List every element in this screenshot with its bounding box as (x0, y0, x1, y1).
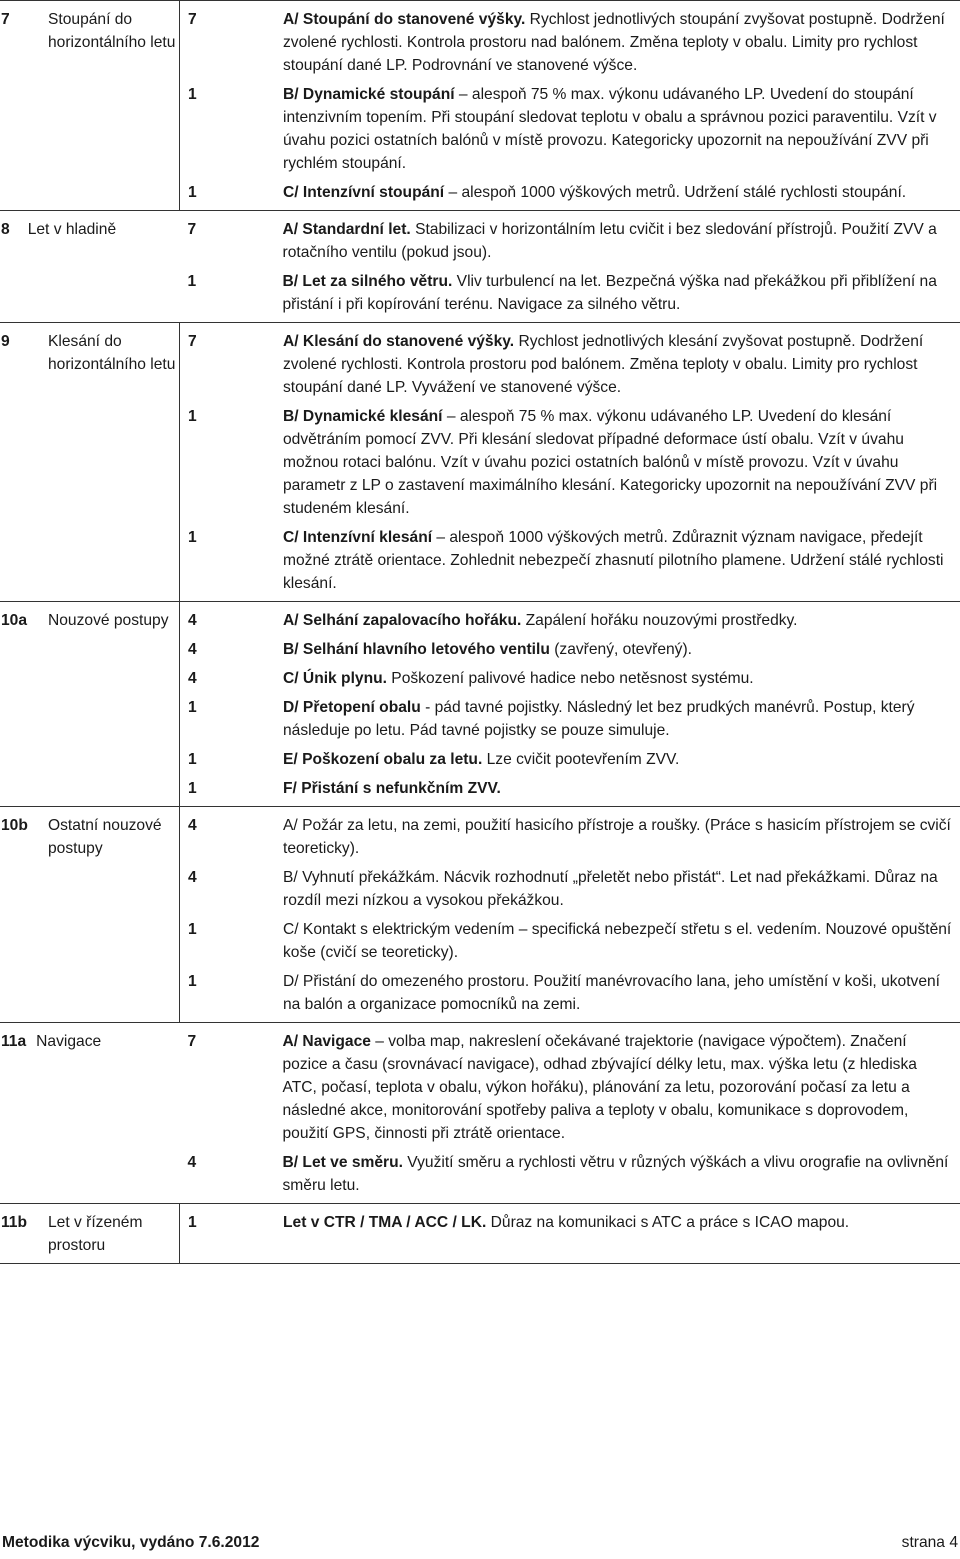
exercise-item (180, 83, 960, 181)
exercise-label: A/ Klesání do stanovené výšky. (283, 333, 515, 350)
lesson-title: Let v řízeném prostoru (48, 1204, 180, 1264)
exercise-label: B/ Selhání hlavního letového ventilu (283, 641, 550, 658)
exercise-text: D/ Přistání do omezeného prostoru. Použití manévrovacího lana, jeho umístění v koši, ukotvení na balón a organizace pomocníků na zemi. (283, 973, 941, 1013)
exercise-text: C/ Kontakt s elektrickým vedením – specifická nebezpečí střetu s el. vedením. Nouzové opuštění koše (cvičí se teoreticky). (283, 921, 952, 961)
exercise-description (283, 526, 960, 595)
exercise-item (180, 866, 960, 918)
table-row (0, 1204, 960, 1264)
page-footer (0, 1532, 960, 1554)
exercise-item (180, 748, 960, 777)
exercise-description (283, 667, 960, 690)
exercise-label: D/ Přetopení obalu (283, 699, 421, 716)
exercise-label: Let v CTR / TMA / ACC / LK. (283, 1214, 487, 1231)
exercise-count: 1 (188, 529, 197, 546)
exercise-description (283, 1030, 960, 1145)
exercise-description (283, 918, 960, 964)
exercise-description (283, 330, 960, 399)
exercise-label: C/ Intenzívní stoupání (283, 184, 445, 201)
lesson-content (180, 1023, 960, 1204)
exercise-description (283, 748, 960, 771)
exercise-count: 7 (188, 333, 197, 350)
exercise-text: – alespoň 75 % max. výkonu udávaného LP. Uvedení do stoupání intenzivním topením. Při stoupání sledovat teplotu v obalu a správnou pozici paraventilu. Vzít v úvahu pozici ostatních balónů v místě provozu. Kategoricky upozornit na nepoužívání ZVV při rychlém stoupání. (283, 86, 937, 172)
lesson-number: 8 (1, 221, 10, 238)
exercise-description (283, 814, 960, 860)
exercise-count: 1 (188, 1214, 197, 1231)
lesson-title: Klesání do horizontálního letu (48, 323, 180, 602)
table-row (0, 1, 960, 211)
exercise-label: B/ Let za silného větru. (282, 273, 453, 290)
exercise-description (283, 405, 960, 520)
exercise-item (180, 814, 960, 866)
exercise-description (283, 777, 960, 800)
exercise-label: A/ Selhání zapalovacího hořáku. (283, 612, 522, 629)
exercise-text: Lze cvičit pootevřením ZVV. (482, 751, 680, 768)
exercise-count: 4 (188, 670, 197, 687)
exercise-item (180, 330, 960, 405)
exercise-item (180, 696, 960, 748)
exercise-item (180, 1151, 960, 1197)
exercise-item (180, 777, 960, 800)
lesson-number: 11a (1, 1033, 27, 1050)
exercise-label: E/ Poškození obalu za letu. (283, 751, 483, 768)
table-row (0, 602, 960, 807)
lesson-number: 7 (0, 1, 48, 211)
exercise-item (180, 405, 960, 526)
exercise-label: B/ Dynamické stoupání (283, 86, 455, 103)
lesson-content (180, 211, 960, 323)
exercise-label: B/ Let ve směru. (282, 1154, 403, 1171)
exercise-description (283, 270, 960, 316)
exercise-item (180, 638, 960, 667)
lesson-title: Nouzové postupy (48, 602, 180, 807)
footer-page-number: strana 4 (901, 1534, 958, 1551)
lesson-heading-cell (0, 211, 180, 323)
exercise-count: 1 (188, 973, 197, 990)
lesson-title: Stoupání do horizontálního letu (48, 1, 180, 211)
exercise-count: 4 (187, 1154, 197, 1171)
exercise-label: B/ Dynamické klesání (283, 408, 443, 425)
exercise-description (283, 83, 960, 175)
exercise-item (180, 970, 960, 1016)
lesson-number: 10a (0, 602, 48, 807)
lesson-content (180, 323, 960, 602)
exercise-label: C/ Únik plynu. (283, 670, 387, 687)
exercise-description (283, 638, 960, 661)
exercise-text: Rychlost jednotlivých stoupání zvyšovat postupně. Dodržení zvolené rychlosti. Kontrola prostoru nad balónem. Změna teploty v obalu. Limity pro rychlost stoupání dané LP. Podrovnání ve stanovené výšce. (283, 11, 945, 74)
lesson-heading-cell (0, 1023, 180, 1204)
exercise-count: 4 (188, 612, 197, 629)
exercise-text: - pád tavné pojistky. Následný let bez prudkých manévrů. Postup, který následuje po letu. Pád tavné pojistky se pouze simuluje. (283, 699, 915, 739)
exercise-text: – alespoň 1000 výškových metrů. Udržení stálé rychlosti stoupání. (444, 184, 907, 201)
exercise-count: 1 (188, 86, 197, 103)
exercise-count: 1 (187, 273, 197, 290)
exercise-text: (zavřený, otevřený). (549, 641, 693, 658)
exercise-count: 1 (188, 751, 197, 768)
exercise-item (180, 918, 960, 970)
exercise-text: – volba map, nakreslení očekávané trajektorie (navigace výpočtem). Značení pozice a času (srovnávací navigace), odhad zbývající délky letu, max. výška letu (z hlediska ATC, počasí, teplota v obalu, výkon hořáku), plánování za letu, pozorování počasí za letu a následné akce, monitorování spotřeby paliva a teploty v obalu, komunikace s doprovodem, použití GPS, činnosti při ztrátě orientace. (282, 1033, 917, 1142)
lesson-content (180, 1, 960, 211)
exercise-count: 1 (188, 408, 197, 425)
exercise-item (180, 609, 960, 638)
exercise-text: Zapálení hořáku nouzovými prostředky. (521, 612, 798, 629)
exercise-description (283, 181, 960, 204)
exercise-count: 1 (188, 184, 197, 201)
exercise-text: Stabilizaci v horizontálním letu cvičit i bez sledování přístrojů. Použití ZVV a rotačního ventilu (pokud jsou). (282, 221, 937, 261)
exercise-text: Poškození palivové hadice nebo netěsnost systému. (386, 670, 754, 687)
table-row (0, 323, 960, 602)
exercise-description (283, 696, 960, 742)
exercise-text: Rychlost jednotlivých klesání zvyšovat postupně. Dodržení zvolené rychlosti. Kontrola prostoru pod balónem. Změna teploty v obalu. Limity pro rychlost stoupání dané LP. Vyvážení ve stanovené výšce. (283, 333, 924, 396)
lesson-title: Let v hladině (27, 221, 117, 238)
exercise-description (283, 1151, 960, 1197)
exercise-text: – alespoň 75 % max. výkonu udávaného LP. Uvedení do klesání odvětráním pomocí ZVV. Při klesání sledovat případné deformace ústí obalu. Vzít v úvahu možnou rotaci balónu. Vzít v úvahu pozici ostatních balónů v místě provozu. Vzít v úvahu parametr z LP o zastavení maximálního klesání. Kategoricky upozornit na nepoužívání ZVV při studeném klesání. (283, 408, 938, 517)
exercise-label: A/ Standardní let. (282, 221, 411, 238)
exercise-item (180, 8, 960, 83)
exercise-item (180, 526, 960, 595)
exercise-item (180, 218, 960, 270)
exercise-description (283, 970, 960, 1016)
exercise-label: A/ Navigace (282, 1033, 371, 1050)
exercise-count: 1 (188, 921, 197, 938)
lesson-content (180, 1204, 960, 1264)
exercise-description (283, 8, 960, 77)
exercise-item (180, 1211, 960, 1234)
table-row (0, 807, 960, 1023)
exercise-text: B/ Vyhnutí překážkám. Nácvik rozhodnutí „přeletět nebo přistát“. Let nad překážkami. Důraz na rozdíl mezi nízkou a vysokou překážkou. (283, 869, 938, 909)
exercise-text: – alespoň 1000 výškových metrů. Zdůraznit význam navigace, předejít možné ztrátě orientace. Zohlednit nebezpečí zhasnutí pilotního plamene. Udržení stálé rychlosti klesání. (283, 529, 944, 592)
exercise-label: C/ Intenzívní klesání (283, 529, 433, 546)
exercise-count: 4 (188, 817, 197, 834)
exercise-description (283, 609, 960, 632)
exercise-label: A/ Stoupání do stanovené výšky. (283, 11, 526, 28)
lesson-number: 11b (0, 1204, 48, 1264)
exercise-text: Důraz na komunikaci s ATC a práce s ICAO mapou. (486, 1214, 850, 1231)
exercise-description (283, 1211, 960, 1234)
exercise-item (180, 270, 960, 316)
exercise-text: Vliv turbulencí na let. Bezpečná výška nad překážkou při přiblížení na přistání i při kopírování terénu. Navigace za silného větru. (282, 273, 937, 313)
lesson-title: Ostatní nouzové postupy (48, 807, 180, 1023)
table-row (0, 1023, 960, 1204)
exercise-item (180, 181, 960, 204)
exercise-description (283, 866, 960, 912)
exercise-item (180, 667, 960, 696)
exercise-count: 4 (188, 641, 197, 658)
exercise-count: 1 (188, 780, 197, 797)
lesson-number: 10b (0, 807, 48, 1023)
lesson-title: Navigace (36, 1033, 102, 1050)
exercise-item (180, 1030, 960, 1151)
footer-document-title: Metodika výcviku, vydáno 7.6.2012 (2, 1534, 260, 1551)
lesson-content (180, 807, 960, 1023)
table-row (0, 211, 960, 323)
exercise-count: 1 (188, 699, 197, 716)
lesson-content (180, 602, 960, 807)
exercise-count: 7 (188, 11, 197, 28)
exercise-description (283, 218, 960, 264)
exercise-count: 7 (187, 1033, 197, 1050)
exercise-count: 7 (187, 221, 197, 238)
exercise-count: 4 (188, 869, 197, 886)
exercise-label: F/ Přistání s nefunkčním ZVV. (283, 780, 501, 797)
lesson-number: 9 (0, 323, 48, 602)
exercise-text: Využití směru a rychlosti větru v různých výškách a vlivu orografie na ovlivnění směru letu. (282, 1154, 949, 1194)
exercise-text: A/ Požár za letu, na zemi, použití hasicího přístroje a roušky. (Práce s hasicím přístrojem se cvičí teoreticky). (283, 817, 951, 857)
